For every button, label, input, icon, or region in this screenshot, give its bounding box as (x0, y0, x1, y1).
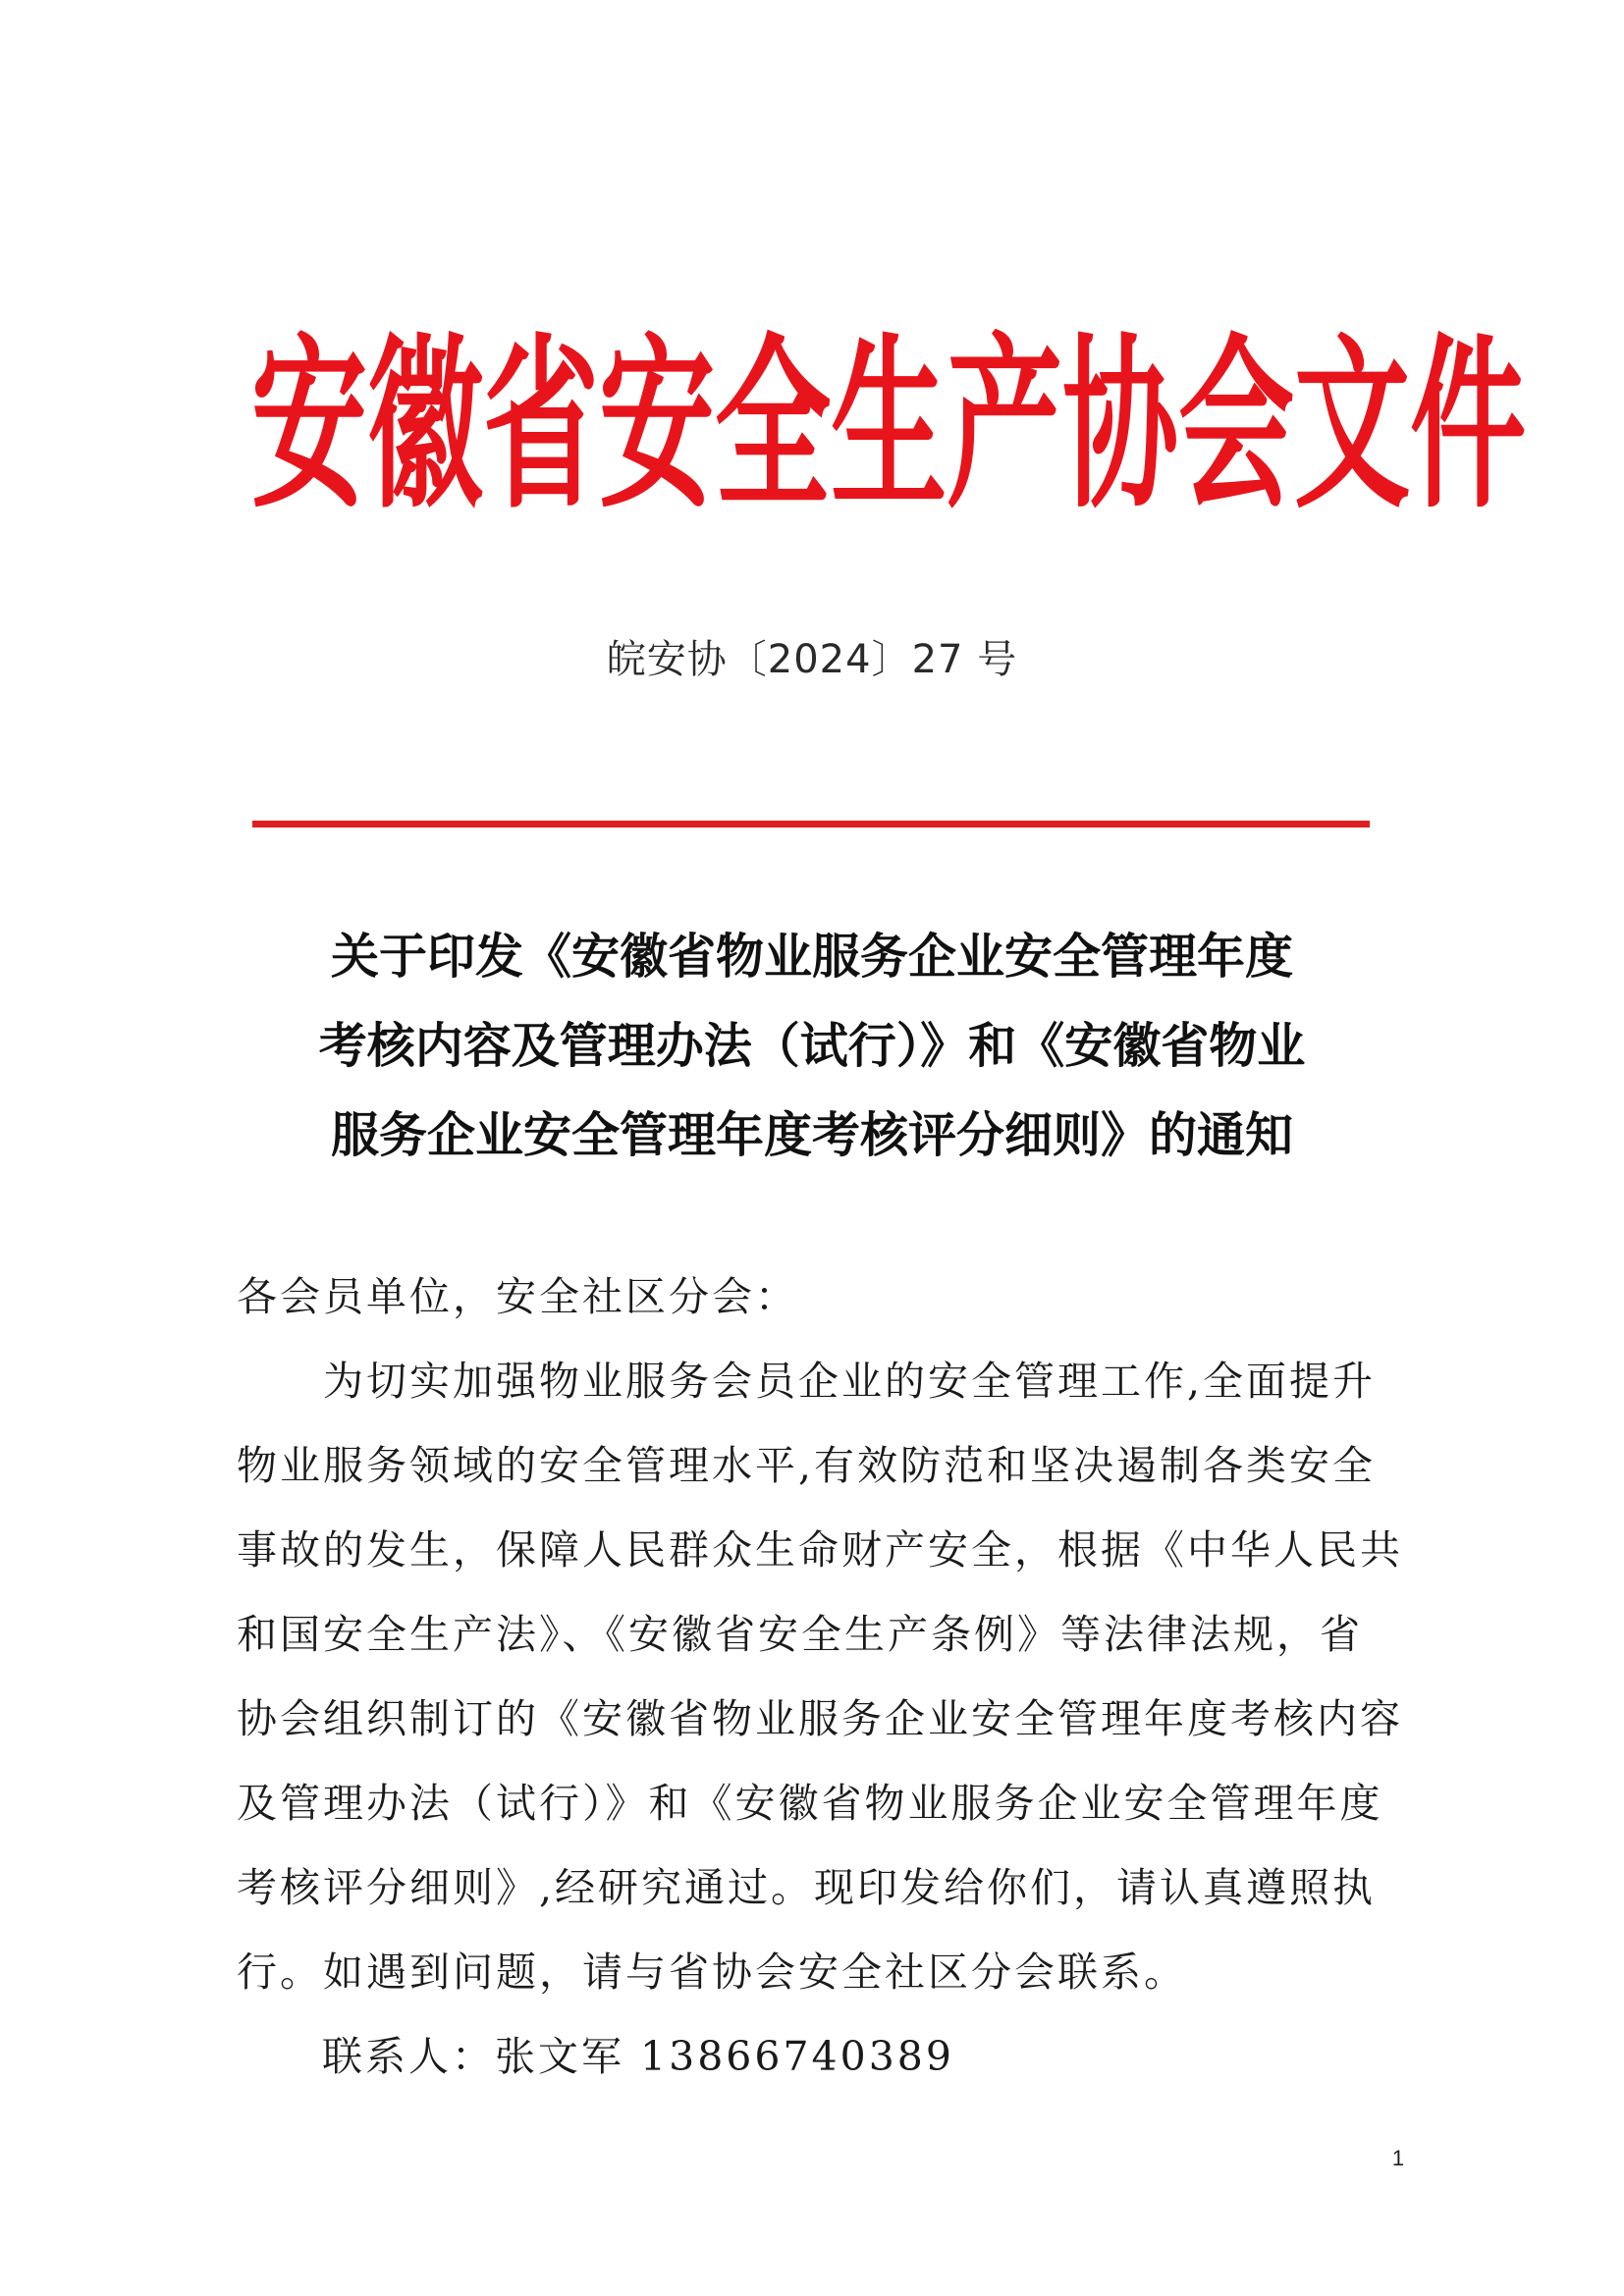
masthead-char: 生 (831, 316, 947, 534)
title-line: 服务企业安全管理年度考核评分细则》的通知 (330, 1106, 1293, 1163)
masthead-char: 产 (947, 316, 1063, 534)
paragraph-line: 行。如遇到问题，请与省协会安全社区分会联系。 (237, 1949, 1187, 1996)
masthead-char: 全 (715, 316, 832, 534)
document-number: 皖安协〔2024〕27 号 (606, 637, 1018, 682)
paragraph-line: 和国安全生产法》、《安徽省安全生产条例》等法律法规，省 (237, 1611, 1363, 1658)
masthead-char: 安 (251, 316, 368, 534)
masthead-char: 文 (1294, 316, 1411, 534)
contact-line: 联系人：张文军 13866740389 (322, 2033, 954, 2080)
title-line: 关于印发《安徽省物业服务企业安全管理年度 (330, 928, 1293, 985)
masthead-char: 协 (1062, 316, 1179, 534)
masthead-char: 省 (483, 316, 600, 534)
paragraph-line: 及管理办法（试行）》和《安徽省物业服务企业安全管理年度 (237, 1780, 1383, 1827)
paragraph-line: 考核评分细则》,经研究通过。现印发给你们，请认真遵照执 (237, 1864, 1377, 1911)
red-divider-line (252, 821, 1370, 828)
paragraph-line: 为切实加强物业服务会员企业的安全管理工作,全面提升 (237, 1358, 1377, 1405)
masthead-char: 安 (599, 316, 716, 534)
document-masthead (251, 312, 1527, 538)
paragraph-line: 事故的发生，保障人民群众生命财产安全，根据《中华人民共 (237, 1526, 1403, 1574)
masthead-char: 会 (1178, 316, 1295, 534)
masthead-char: 件 (1410, 316, 1527, 534)
title-line: 考核内容及管理办法（试行）》和《安徽省物业 (318, 1017, 1306, 1074)
document-title (0, 912, 1624, 1180)
paragraph-line: 物业服务领域的安全管理水平,有效防范和坚决遏制各类安全 (237, 1442, 1377, 1489)
page-number: 1 (1391, 2146, 1405, 2170)
body-paragraph (237, 1339, 1403, 2014)
salutation: 各会员单位，安全社区分会： (237, 1273, 798, 1320)
masthead-char: 徽 (367, 316, 484, 534)
paragraph-line: 协会组织制订的《安徽省物业服务企业安全管理年度考核内容 (237, 1695, 1403, 1742)
